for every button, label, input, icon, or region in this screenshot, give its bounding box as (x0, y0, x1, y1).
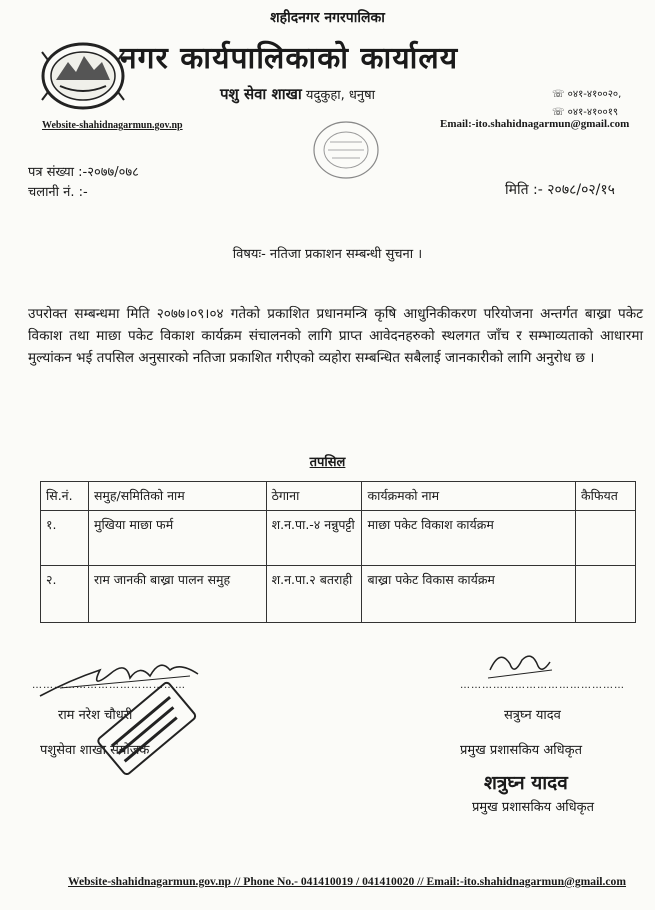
column-header: सि.नं. (41, 482, 89, 511)
left-signatory-name: राम नरेश चौधरी (58, 708, 133, 723)
table-cell (576, 566, 636, 623)
official-stamp (84, 675, 212, 785)
column-header: कैफियत (576, 482, 636, 511)
right-signatory-name: सत्रुघ्न यादव (504, 708, 561, 723)
municipality-name: शहीदनगर नगरपालिका (270, 10, 385, 26)
table-cell: माछा पकेट विकाश कार्यक्रम (362, 511, 576, 566)
table-cell: १. (41, 511, 89, 566)
document-date: मिति :- २०७८/०२/१५ (505, 182, 615, 198)
left-signatory-title: पशुसेवा शाखा संयोजक (40, 743, 150, 758)
table-cell: २. (41, 566, 89, 623)
right-signature-line: ……………………………………… (460, 680, 625, 691)
reference-number: पत्र संख्या :-२०७७/०७८ (28, 165, 139, 180)
phone-number-2: ☏ ०४१-४१००१९ (552, 107, 619, 118)
column-header: कार्यक्रमको नाम (362, 482, 576, 511)
column-header: समुह/समितिको नाम (88, 482, 266, 511)
phone-number-1: ☏ ०४१-४१००२०, (552, 89, 622, 100)
table-header-row (41, 482, 636, 511)
table-heading: तपसिल (309, 455, 346, 470)
email-address[interactable]: Email:-ito.shahidnagarmun@gmail.com (440, 118, 630, 130)
column-header: ठेगाना (266, 482, 362, 511)
table-cell: श.न.पा.-४ नन्नुपट्टी (266, 511, 362, 566)
table-cell (576, 511, 636, 566)
table-row (41, 566, 636, 623)
table-cell: श.न.पा.२ बतराही (266, 566, 362, 623)
table-cell: बाख्रा पकेट विकास कार्यक्रम (362, 566, 576, 623)
table-row (41, 511, 636, 566)
branch-line (220, 84, 375, 104)
office-title: नगर कार्यपालिकाको कार्यालय (120, 41, 459, 76)
branch-name: पशु सेवा शाखा (220, 85, 302, 103)
right-signatory-title: प्रमुख प्रशासकिय अधिकृत (460, 743, 583, 758)
nepal-emblem-logo (38, 40, 128, 112)
table-cell: राम जानकी बाख्रा पालन समुह (88, 566, 266, 623)
right-name-stamp: शत्रुघ्न यादव (484, 772, 568, 794)
table-cell: मुखिया माछा फर्म (88, 511, 266, 566)
left-signature-line: …………………………………… (32, 680, 186, 691)
subject-line: विषयः- नतिजा प्रकाशन सम्बन्धी सुचना । (232, 247, 423, 262)
right-title-stamp: प्रमुख प्रशासकिय अधिकृत (472, 800, 595, 815)
website-link[interactable]: Website-shahidnagarmun.gov.np (42, 120, 183, 131)
body-paragraph: उपरोक्त सम्बन्धमा मिति २०७७।०९।०४ गतेको प्रकाशित प्रधानमन्त्रि कृषि आधुनिकीकरण परियोजना अन्तर्गत बाख्रा पकेट विकाश तथा माछा पकेट विकाश कार्यक्रम संचालनको लागि प्राप्त आवेदनहरुको स्थलगत जाँच र सम्भाव्यताको आधारमा मुल्यांकन भई तपसिल अनुसारको नतिजा प्रकाशित गरीएको व्यहोरा सम्बन्धित सबैलाई जानकारीको लागि अनुरोध छ । (28, 306, 643, 366)
office-location: यदुकुहा, धनुषा (305, 88, 375, 103)
results-table (40, 481, 636, 623)
office-seal (310, 118, 382, 182)
dispatch-number: चलानी नं. :- (28, 185, 88, 200)
footer-contact: Website-shahidnagarmun.gov.np // Phone No.- 041410019 / 041410020 // Email:-ito.shahidnagarmun@gmail.com (68, 875, 627, 888)
